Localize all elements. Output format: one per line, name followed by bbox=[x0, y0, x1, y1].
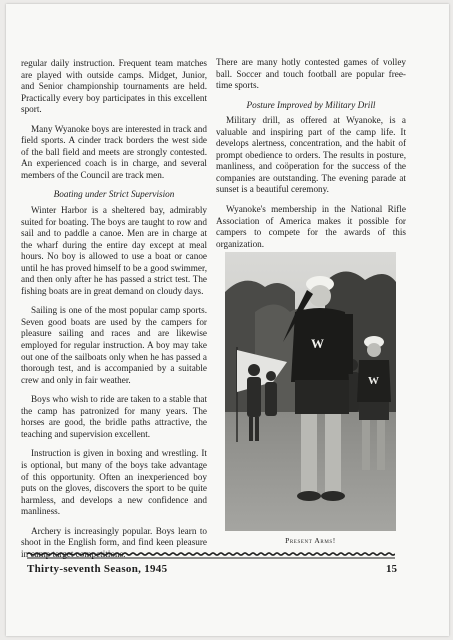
paragraph: Instruction is given in boxing and wrestling. It is optional, but many of the boys take advantage of this opportunity. Often an inexperienced boy puts on the gloves, discovers the sport to be quite harmless, and develops a new confidence and manliness. bbox=[21, 448, 207, 517]
paragraph: There are many hotly contested games of volley ball. Soccer and touch football are popular free-time sports. bbox=[216, 57, 406, 91]
jersey-letter: W bbox=[368, 375, 379, 387]
right-column bbox=[216, 57, 406, 258]
paragraph: Winter Harbor is a sheltered bay, admirably suited for boating. The boys are taught to row and sail and to paddle a canoe. Men are in charge at the wharf during the entire day except at meal hours. No boy is allowed to use a boat or canoe until he has proved himself to be a good swimmer, and then only after he has passed a strict test. The fishing boats are in great demand on cloudy days. bbox=[21, 205, 207, 296]
photo-illustration bbox=[225, 252, 396, 531]
section-heading-posture: Posture Improved by Military Drill bbox=[246, 99, 376, 110]
decorative-wavy-rule bbox=[27, 552, 395, 560]
paragraph: regular daily instruction. Frequent team matches are played with outside camps. Midget, Junior, and Senior championship tournaments are held. Practically every boy participates in this excellent sport. bbox=[21, 58, 207, 115]
jersey-letter: W bbox=[311, 336, 324, 351]
paragraph: Wyanoke's membership in the National Rifle Association of America makes it possible for campers to compete for the awards of this organization. bbox=[216, 204, 406, 249]
section-heading-boating: Boating under Strict Supervision bbox=[53, 189, 175, 200]
paragraph: Archery is increasingly popular. Boys learn to shoot in the English form, and find keen pleasure in camp target competitions. bbox=[21, 525, 207, 559]
paragraph: Military drill, as offered at Wyanoke, is a valuable and inspiring part of the camp life. It develops alertness, concentration, and the habit of prompt obedience to orders. The results in posture, manliness, and coöperation for the success of the companies are outstanding. The evening parade at sunset is a beautiful ceremony. bbox=[216, 115, 406, 195]
photograph-present-arms bbox=[225, 252, 396, 531]
paragraph: Boys who wish to ride are taken to a stable that the camp has patronized for many years. The horses are good, the bridle paths attractive, the teaching and supervision excellent. bbox=[21, 394, 207, 439]
paragraph: Sailing is one of the most popular camp sports. Seven good boats are used by the campers for pleasure sailing and races and are likewise employed for regular instruction. A boy may take out one of the sailboats only when he has passed a thorough test, and is accompanied by a suitable crew and only in fair weather. bbox=[21, 305, 207, 385]
footer-season: Thirty-seventh Season, 1945 bbox=[27, 563, 168, 575]
page-number: 15 bbox=[386, 563, 397, 575]
paragraph: Many Wyanoke boys are interested in track and field sports. A cinder track borders the west side of the ball field and meets are strongly contested. An experienced coach is in charge, and several members of the Council are track men. bbox=[21, 123, 207, 180]
left-column bbox=[21, 58, 207, 568]
photo-caption: Present Arms! bbox=[285, 536, 336, 545]
